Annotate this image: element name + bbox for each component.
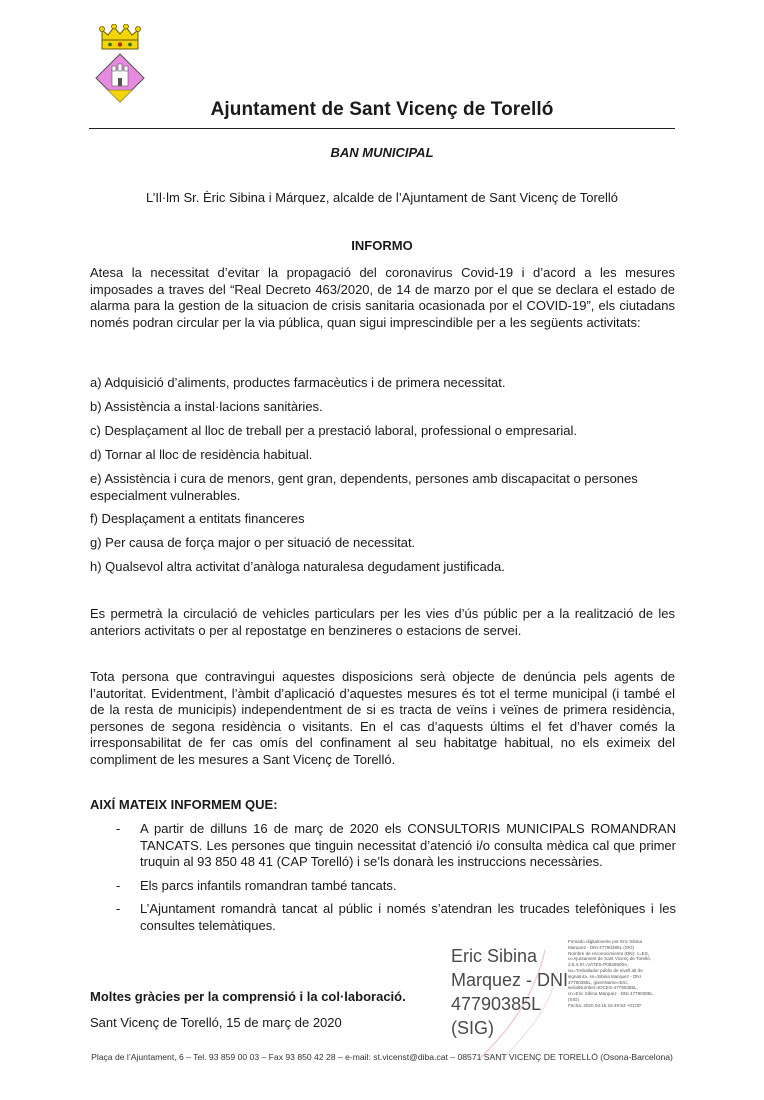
notice-text: A partir de dilluns 16 de març de 2020 els CONSULTORIS MUNICIPALS ROMANDRAN TANCATS. Les persones que tinguin necessitat d’atenció i/o consulta mèdica cal que primer truquin al 93 850 48 41 (CAP Torelló) i se’ls donarà les instruccions necessàries. (140, 821, 676, 870)
shield-icon (96, 54, 144, 102)
paragraph-vehicles: Es permetrà la circulació de vehicles particulars per les vies d’ús públic per a la realització de les anteriors activitats o per al repostatge en benzineres o estacions de servei. (90, 606, 675, 638)
bullet-dash: - (116, 878, 121, 893)
crown-icon (100, 24, 141, 49)
bullet-dash: - (116, 901, 121, 916)
signature-detail-line: Marquez - DNI 47790385L (SIG) (568, 944, 635, 950)
signature-detail-line: cn=Eric Sibina Marquez - DNI 47790385L (568, 991, 653, 997)
signature-detail-line: serialNumber=IDCES-47790385L, (568, 985, 638, 991)
signature-detail-line: 2.5.4.97=VATES-P0826500A, (568, 962, 629, 968)
signature-detail-line: 47790385L, givenName=Eric, (568, 979, 629, 985)
bullet-dash: - (116, 821, 121, 836)
issuer-statement: L’Il·lm Sr. Èric Sibina i Márquez, alcalde de l’Ajuntament de Sant Vicenç de Torelló (145, 190, 619, 205)
activity-item: d) Tornar al lloc de residència habitual. (90, 447, 313, 462)
activity-item: c) Desplaçament al lloc de treball per a prestació laboral, professional o empresarial. (90, 423, 578, 438)
signature-name-line: Marquez - DNI (451, 970, 569, 990)
section-heading-also: AIXÍ MATEIX INFORMEM QUE: (90, 797, 278, 812)
signature-detail-line: Fecha: 2020.03.15 15:49:53 +01'00' (568, 1002, 642, 1008)
activity-item: h) Qualsevol altra activitat d’anàloga naturalesa degudament justificada. (90, 559, 505, 574)
municipal-crest-icon (92, 24, 148, 106)
notice-text: Els parcs infantils romandran també tancats. (140, 878, 397, 893)
signature-detail-line: signatura, sn=Sibina Marquez - DNI (568, 973, 641, 979)
signature-details (568, 939, 678, 1009)
notice-bullet (116, 821, 676, 871)
notice-bullet (116, 901, 676, 934)
notice-bullet (116, 878, 676, 895)
signature-name-line: (SIG) (451, 1018, 494, 1038)
document-title: BAN MUNICIPAL (330, 145, 434, 160)
activity-item: b) Assistència a instal·lacions sanitàries. (90, 399, 323, 414)
document-date: Sant Vicenç de Torelló, 15 de març de 2020 (90, 1015, 342, 1030)
signature-detail-line: Nombre de reconocimiento (DN): c=ES, (568, 950, 650, 956)
signature-detail-line: ou=Treballador públic de nivell alt de (568, 967, 643, 973)
section-heading-informo: INFORMO (351, 238, 413, 253)
footer-contact: Plaça de l’Ajuntament, 6 – Tel. 93 859 00 03 – Fax 93 850 42 28 – e-mail: st.vicenst@diba.cat – 08571 SANT VICENÇ DE TORELLÓ (Osona-Barcelona) (91, 1052, 673, 1062)
signature-name-line: 47790385L (451, 994, 542, 1014)
notice-text: L’Ajuntament romandrà tancat al públic i només s’atendran les trucades telefòniques i les consultes telemàtiques. (140, 901, 676, 933)
activity-item: e) Assistència i cura de menors, gent gran, dependents, persones amb discapacitat o persones especialment vulnerables. (90, 471, 638, 503)
activity-item: g) Per causa de força major o per situació de necessitat. (90, 535, 416, 550)
paragraph-sanctions: Tota persona que contravingui aquestes disposicions serà objecte de denúncia pels agents de l’autoritat. Evidentment, l’àmbit d’aplicació d’aquestes mesures és tot el terme municipal (i també el de la resta de municipis) independentment de si es tracta de veïns i veïnes de primera residència, persones de segona residència o visitants. En el cas d’aquests últims el fet d’haver comés la irresponsabilitat de fer cas omís del confinament al seu habitatge habitual, no els eximeix del compliment de les mesures a Sant Vicenç de Torelló. (90, 669, 675, 767)
activity-item: f) Desplaçament a entitats financeres (90, 511, 305, 526)
paragraph-introduction: Atesa la necessitat d’evitar la propagació del coronavirus Covid-19 i d’acord a les mesures imposades a traves del “Real Decreto 463/2020, de 14 de marzo por el que se declara el estado de alarma para la gestion de la situacion de crisis sanitaria ocasionada por el COVID-19”, els ciutadans només podran circular per la via pública, quan sigui imprescindible per a les següents activitats: (90, 265, 675, 330)
signature-name-line: Eric Sibina (451, 946, 538, 966)
signature-detail-line: Firmado digitalmente por Eric Sibina (568, 939, 643, 944)
signature-name (451, 944, 568, 1040)
closing-thanks: Moltes gràcies per la comprensió i la col·laboració. (90, 989, 406, 1004)
signature-detail-line: o=Ajuntament de Sant Vicenç de Torelló, (568, 956, 651, 962)
activity-item: a) Adquisició d’aliments, productes farmacèutics i de primera necessitat. (90, 375, 506, 390)
header-divider (89, 128, 675, 129)
signature-detail-line: (SIG) (568, 996, 579, 1002)
organization-title: Ajuntament de Sant Vicenç de Torelló (210, 99, 554, 120)
